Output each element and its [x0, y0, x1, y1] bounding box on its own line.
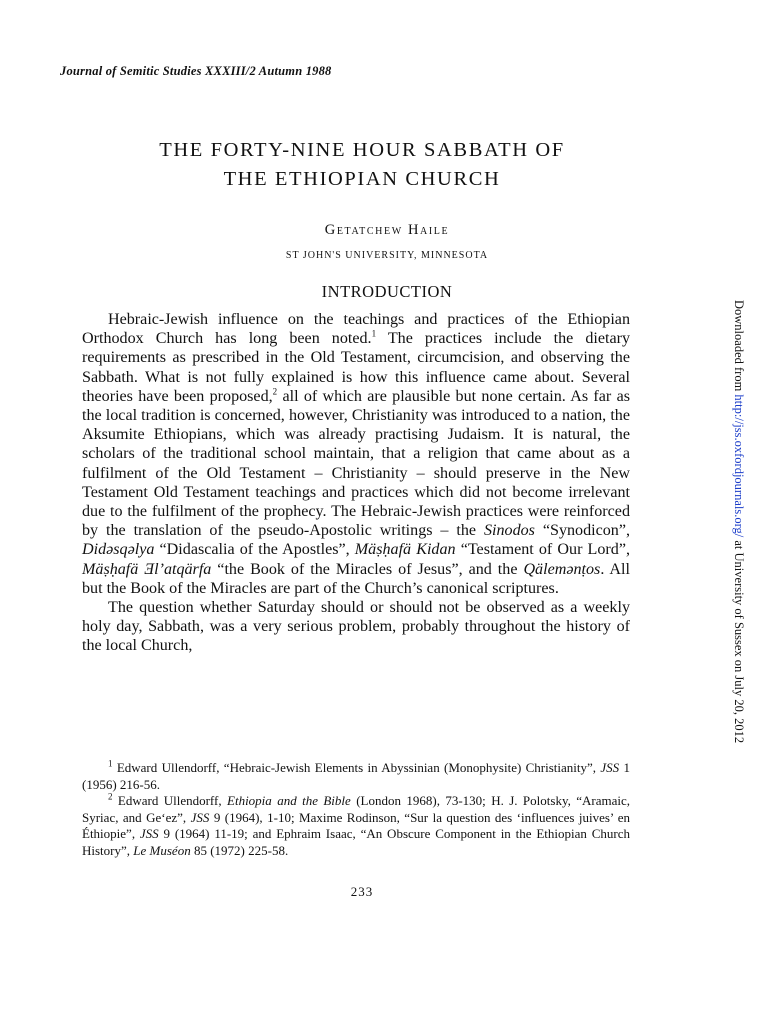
author-affiliation: ST JOHN'S UNIVERSITY, MINNESOTA	[285, 250, 489, 261]
download-sidebar	[732, 300, 758, 744]
term-sinodos: Sinodos	[483, 522, 535, 540]
paragraph-2: The question whether Saturday should or should not be observed as a weekly holy day, Sabbath, was a very serious problem, probably throughout the history of the local Church,	[82, 599, 630, 655]
download-notice: Downloaded from http://jss.oxfordjournals.org/ at University of Sussex on July 20, 2012	[732, 300, 746, 744]
article-title	[60, 136, 664, 194]
term-qalementos: Qälemənṭos	[523, 560, 601, 578]
page-number: 233	[350, 884, 374, 899]
footnote-1: $^1$ Edward Ullendorff, “Hebraic-Jewish Elements in Abyssinian (Monophysite) Christianity”, JSS 1 (1956) 216-56.	[82, 758, 631, 792]
term-atqarfa: Mäṣḥafä Ǝl’atqärfa	[82, 560, 212, 578]
footnote-ref-2: 2	[272, 386, 278, 397]
journal-header: Journal of Semitic Studies XXXIII/2 Autumn 1988	[60, 64, 332, 78]
term-didasqalya: Didəsqəlya	[82, 541, 155, 559]
paragraph-1: Hebraic-Jewish influence on the teachings and practices of the Ethiopian Orthodox Church has long been noted.$^1$ The practices include the dietary requirements as prescribed in the Old Testament, circumcision, and observing the Sabbath. What is not fully explained is how this influence came about. Several theories have been proposed,$^2$ all of which are plausible but none certain. As far as the local tradition is concerned, however, Christianity was introduced to a nation, the Aksumite Ethiopians, which was already practising Judaism. It is natural, the scholars of the traditional school maintain, that a religion that came about as a fulfilment of the Old Testament – Christianity – should preserve in the New Testament Old Testament teachings and practices which did not become irrelevant due to the fulfilment of the prophecy. The Hebraic-Jewish practices were reinforced by the translation of the pseudo-Apostolic writings – the Sinodos “Synodicon”, Didəsqəlya “Didascalia of the Apostles”, Mäṣḥafä Kidan “Testament of Our Lord”, Mäṣḥafä Ǝl’atqärfa “the Book of the Miracles of Jesus”, and the Qälemənṭos. All but the Book of the Miracles are part of the Church’s canonical scriptures.	[82, 311, 631, 597]
footnote-ref-1: 1	[371, 328, 377, 339]
author-name: Getatchew Haile	[324, 222, 450, 238]
section-heading: INTRODUCTION	[321, 282, 453, 301]
term-kidan: Mäṣḥafä Kidan	[354, 541, 456, 559]
body-text	[82, 310, 630, 656]
footnote-2: $^2$ Edward Ullendorff, Ethiopia and the Bible (London 1968), 73-130; H. J. Polotsky, “Aramaic, Syriac, and Ge‘ez”, JSS 9 (1964), 1-10; Maxime Rodinson, “Sur la question des ‘influences juives’ en Éthiopie”, JSS 9 (1964) 11-19; and Ephraim Isaac, “An Obscure Component in the Ethiopian Church History”, Le Muséon 85 (1972) 225-58.	[82, 791, 631, 858]
journal-link[interactable]: http://jss.oxfordjournals.org/	[732, 394, 746, 538]
title-line-2: THE ETHIOPIAN CHURCH	[223, 168, 501, 190]
footnotes	[82, 760, 630, 860]
title-line-1: THE FORTY-NINE HOUR SABBATH OF	[159, 139, 565, 161]
